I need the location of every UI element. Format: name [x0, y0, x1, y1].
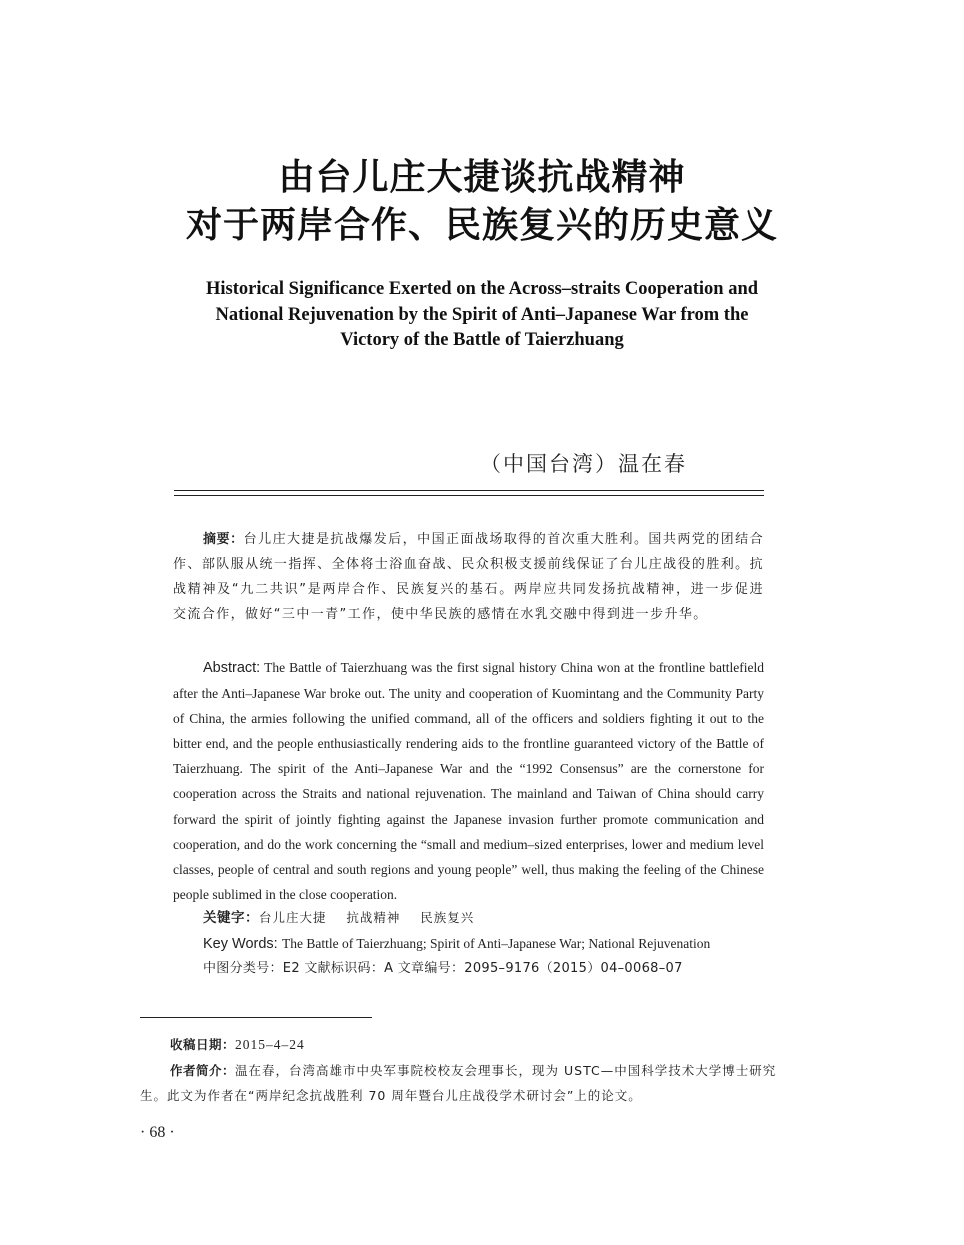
title-en-line-3: Victory of the Battle of Taierzhuang [340, 330, 624, 350]
abstract-en [173, 655, 764, 907]
title-en [140, 277, 824, 354]
title-cn-line-1: 由台儿庄大捷谈抗战精神 [278, 157, 686, 198]
abstract-en-text: The Battle of Taierzhuang was the first signal history China won at the frontline battlefield after the Anti–Japanese War broke out. The unity and cooperation of Kuomintang and the Community Party of China, the armies following the unified command, all of the officers and soldiers fighting it out to the bitter end, and the people enthusiastically rendering aids to the frontline guaranteed victory of the Battle of Taierzhuang. The spirit of the Anti–Japanese War and the “1992 Consensus” are the cornerstone for cooperation across the Straits and national rejuvenation. The mainland and Taiwan of China should carry forward the spirit of jointly fighting against the Japanese invasion further promote communication and cooperation, and do the work concerning the “small and medium–sized enterprises, lower and medium level classes, people of central and south regions and young people” well, thus making the feeling of the Chinese people sublimed in the close cooperation. [173, 660, 764, 902]
author: （中国台湾）温在春 [480, 452, 687, 476]
title-en-line-2: National Rejuvenation by the Spirit of Anti–Japanese War from the [215, 304, 749, 325]
abstract-cn-label: 摘要： [203, 532, 244, 547]
footnote-received [170, 1032, 830, 1057]
abstract-cn-text: 台儿庄大捷是抗战爆发后，中国正面战场取得的首次重大胜利。国共两党的团结合作、部队服从统一指挥、全体将士浴血奋战、民众积极支援前线保证了台儿庄战役的胜利。抗战精神及“九二共识”是两岸合作、民族复兴的基石。两岸应共同发扬抗战精神，进一步促进交流合作，做好“三中一青”工作，使中华民族的感情在水乳交融中得到进一步升华。 [173, 532, 764, 622]
abstract-cn [173, 527, 764, 627]
received-value: 2015–4–24 [235, 1037, 305, 1052]
footnote-author [140, 1058, 800, 1108]
title-cn-line-2: 对于两岸合作、民族复兴的历史意义 [185, 205, 778, 246]
title-en-line-1: Historical Significance Exerted on the Across–straits Cooperation and [205, 279, 759, 299]
author-bio-label: 作者简介： [170, 1063, 236, 1078]
keywords-en [203, 934, 710, 954]
keywords-cn-text: 台儿庄大捷 抗战精神 民族复兴 [259, 910, 475, 925]
divider-bottom [174, 495, 764, 496]
footnote-divider [140, 1017, 372, 1018]
author-bio-text: 温在春，台湾高雄市中央军事院校校友会理事长，现为 USTC—中国科学技术大学博士研究生。此文为作者在“两岸纪念抗战胜利 70 周年暨台儿庄战役学术研讨会”上的论文。 [140, 1063, 777, 1103]
received-label: 收稿日期： [170, 1037, 236, 1052]
divider-top [174, 490, 764, 491]
keywords-cn-label: 关键字： [203, 910, 259, 926]
abstract-en-label: Abstract: [203, 660, 261, 676]
keywords-en-text: The Battle of Taierzhuang; Spirit of Anti–Japanese War; National Rejuvenation [281, 936, 711, 951]
page-number: · 68 · [140, 1124, 175, 1141]
classification: 中图分类号：E2 文献标识码：A 文章编号：2095–9176（2015）04–0068–07 [203, 961, 683, 976]
keywords-cn [203, 908, 474, 928]
keywords-en-label: Key Words: [203, 936, 278, 952]
